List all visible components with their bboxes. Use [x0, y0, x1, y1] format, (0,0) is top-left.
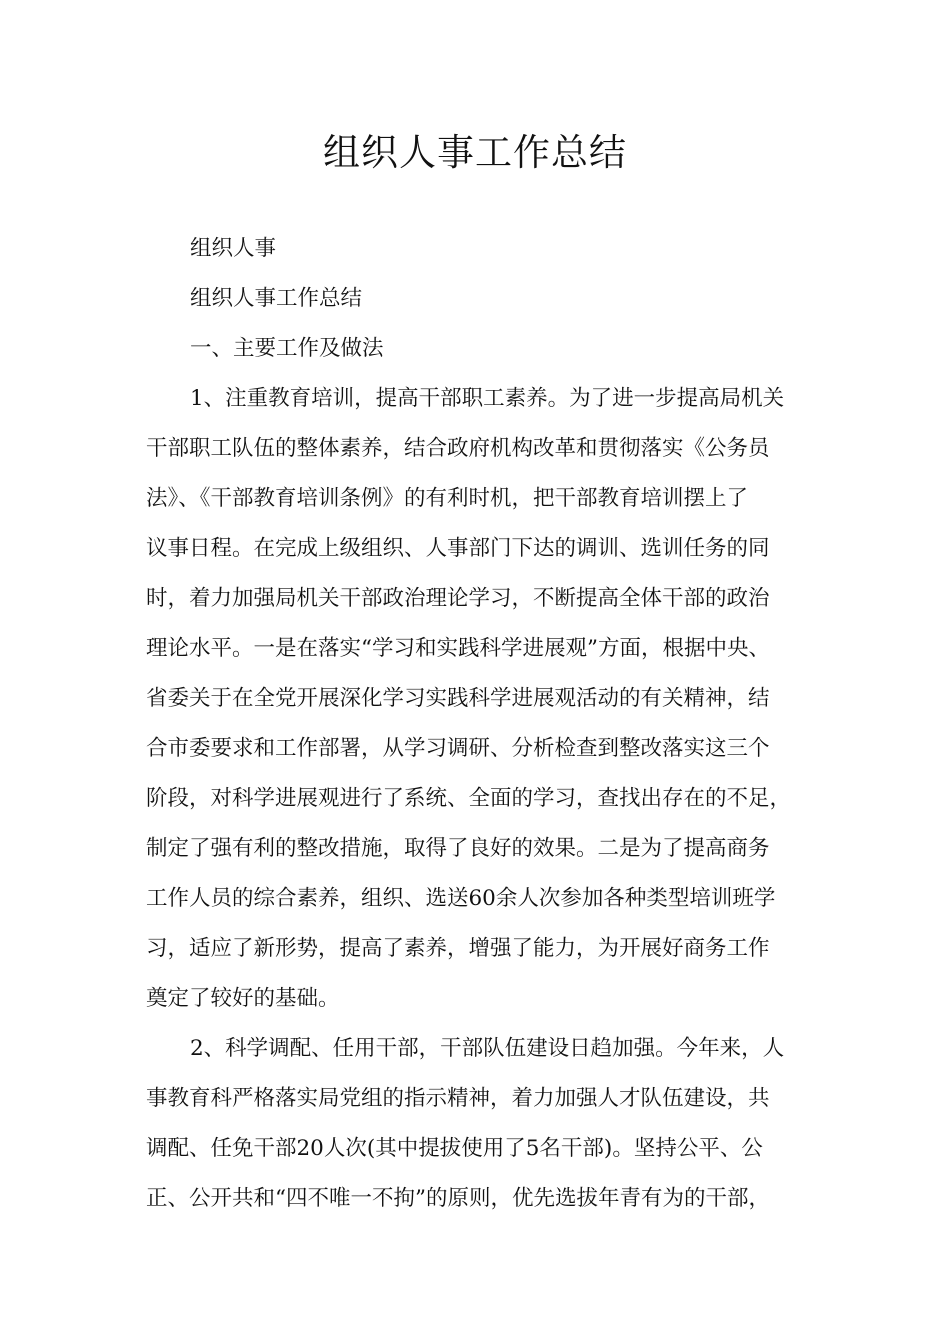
paragraph-line: 省委关于在全党开展深化学习实践科学进展观活动的有关精神，结: [146, 686, 770, 711]
paragraph-line: 阶段，对科学进展观进行了系统、全面的学习，查找出存在的不足，: [146, 786, 792, 811]
paragraph-line: 1、注重教育培训，提高干部职工素养。为了进一步提高局机关: [190, 386, 785, 411]
paragraph-line: 干部职工队伍的整体素养，结合政府机构改革和贯彻落实《公务员: [146, 436, 770, 461]
paragraph-line: 2、科学调配、任用干部，干部队伍建设日趋加强。今年来，人: [190, 1036, 785, 1061]
paragraph-line: 议事日程。在完成上级组织、人事部门下达的调训、选训任务的同: [146, 536, 770, 561]
paragraph-line: 事教育科严格落实局党组的指示精神，着力加强人才队伍建设，共: [146, 1086, 770, 1111]
document-title: 组织人事工作总结: [323, 131, 627, 174]
paragraph-line: 调配、任免干部20人次(其中提拔使用了5名干部)。坚持公平、公: [146, 1136, 763, 1161]
paragraph-line: 时，着力加强局机关干部政治理论学习，不断提高全体干部的政治: [146, 586, 770, 611]
paragraph-line: 习，适应了新形势，提高了素养，增强了能力，为开展好商务工作: [146, 936, 770, 961]
paragraph-line: 制定了强有利的整改措施，取得了良好的效果。二是为了提高商务: [146, 836, 770, 861]
paragraph-line: 正、公开共和“四不唯一不拘”的原则，优先选拔年青有为的干部，: [146, 1186, 770, 1211]
paragraph-line: 工作人员的综合素养，组织、选送60余人次参加各种类型培训班学: [146, 886, 776, 911]
paragraph-line: 奠定了较好的基础。: [146, 986, 340, 1011]
doc-subtitle-line: 组织人事: [190, 236, 277, 261]
doc-subtitle-line: 组织人事工作总结: [190, 286, 363, 311]
paragraph-line: 合市委要求和工作部署，从学习调研、分析检查到整改落实这三个: [146, 736, 770, 761]
paragraph-line: 理论水平。一是在落实“学习和实践科学进展观”方面，根据中央、: [146, 636, 770, 661]
section-heading: 一、主要工作及做法: [190, 336, 384, 361]
paragraph-line: 法》、《干部教育培训条例》的有利时机，把干部教育培训摆上了: [146, 486, 749, 511]
